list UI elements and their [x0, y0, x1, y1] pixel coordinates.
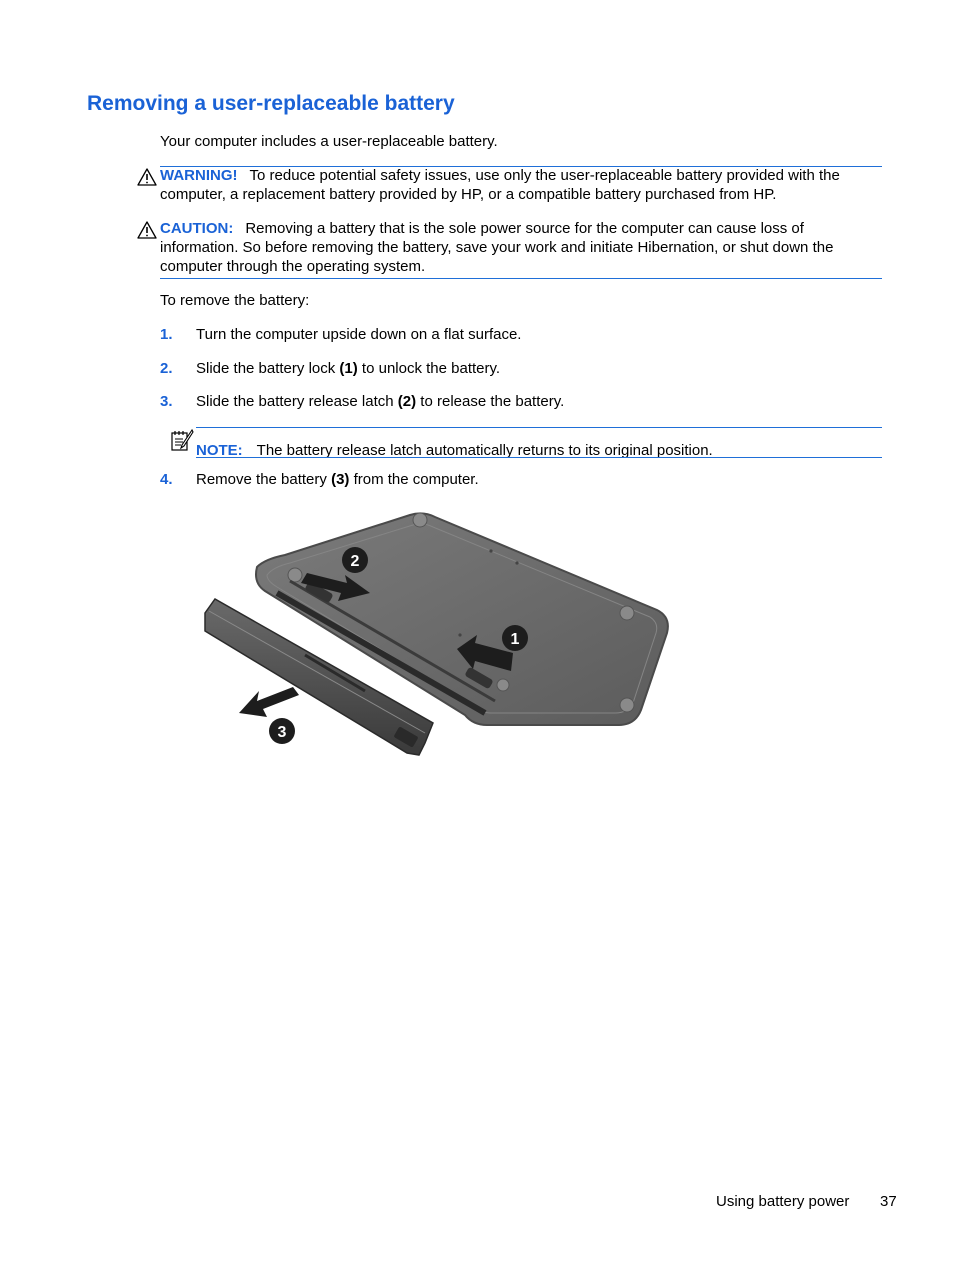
page-heading: Removing a user-replaceable battery	[87, 92, 455, 115]
step-text	[196, 359, 500, 378]
warning-label: WARNING!	[160, 167, 238, 184]
step-number: 1.	[160, 326, 173, 343]
step-number: 2.	[160, 360, 173, 377]
caution-label: CAUTION:	[160, 220, 234, 237]
note-bottom-rule	[196, 457, 882, 458]
caution-notice	[160, 219, 882, 276]
step-number: 3.	[160, 393, 173, 410]
warning-notice	[160, 166, 882, 204]
battery-removal-illustration	[195, 505, 685, 770]
step-text-part: Slide the battery release latch	[196, 393, 398, 410]
lead-in-text: To remove the battery:	[160, 292, 310, 309]
callout-2	[342, 547, 368, 573]
step-text-part: Remove the battery	[196, 471, 332, 488]
callout-1-label: 1	[510, 631, 520, 648]
note-label: NOTE:	[196, 442, 243, 459]
callout-3-label: 3	[277, 724, 287, 741]
callout-reference: (1)	[339, 360, 358, 377]
callout-2-label: 2	[350, 553, 360, 570]
step-text: Turn the computer upside down on a flat surface.	[196, 326, 522, 343]
step-number: 4.	[160, 471, 173, 488]
arrow-3	[239, 687, 299, 717]
caution-text: Removing a battery that is the sole power source for the computer can cause loss of information. So before removing the battery, save your work and initiate Hibernation, or shut down the computer through the operating system.	[160, 220, 834, 275]
page-number: 37	[880, 1193, 897, 1210]
step-text	[196, 470, 479, 489]
caution-icon	[137, 221, 157, 239]
step-text	[196, 392, 564, 411]
footer-section-title: Using battery power	[716, 1193, 850, 1210]
warning-text: To reduce potential safety issues, use only the user-replaceable battery provided with the computer, a replacement battery provided by HP, or a compatible battery purchased from HP.	[160, 167, 840, 203]
note-text: The battery release latch automatically returns to its original position.	[256, 442, 713, 459]
note-icon	[170, 428, 194, 452]
callout-3	[269, 718, 295, 744]
intro-text: Your computer includes a user-replaceable battery.	[160, 133, 498, 150]
callout-1	[502, 625, 528, 651]
step-text-part: to release the battery.	[416, 393, 565, 410]
callout-reference: (2)	[397, 393, 417, 410]
step-text-part: Slide the battery lock	[196, 360, 340, 377]
caution-bottom-rule	[160, 278, 882, 279]
step-text-part: to unlock the battery.	[357, 360, 501, 377]
step-text-part: from the computer.	[349, 471, 479, 488]
callout-reference: (3)	[331, 471, 350, 488]
warning-icon	[137, 168, 157, 186]
note-top-rule	[196, 427, 882, 428]
